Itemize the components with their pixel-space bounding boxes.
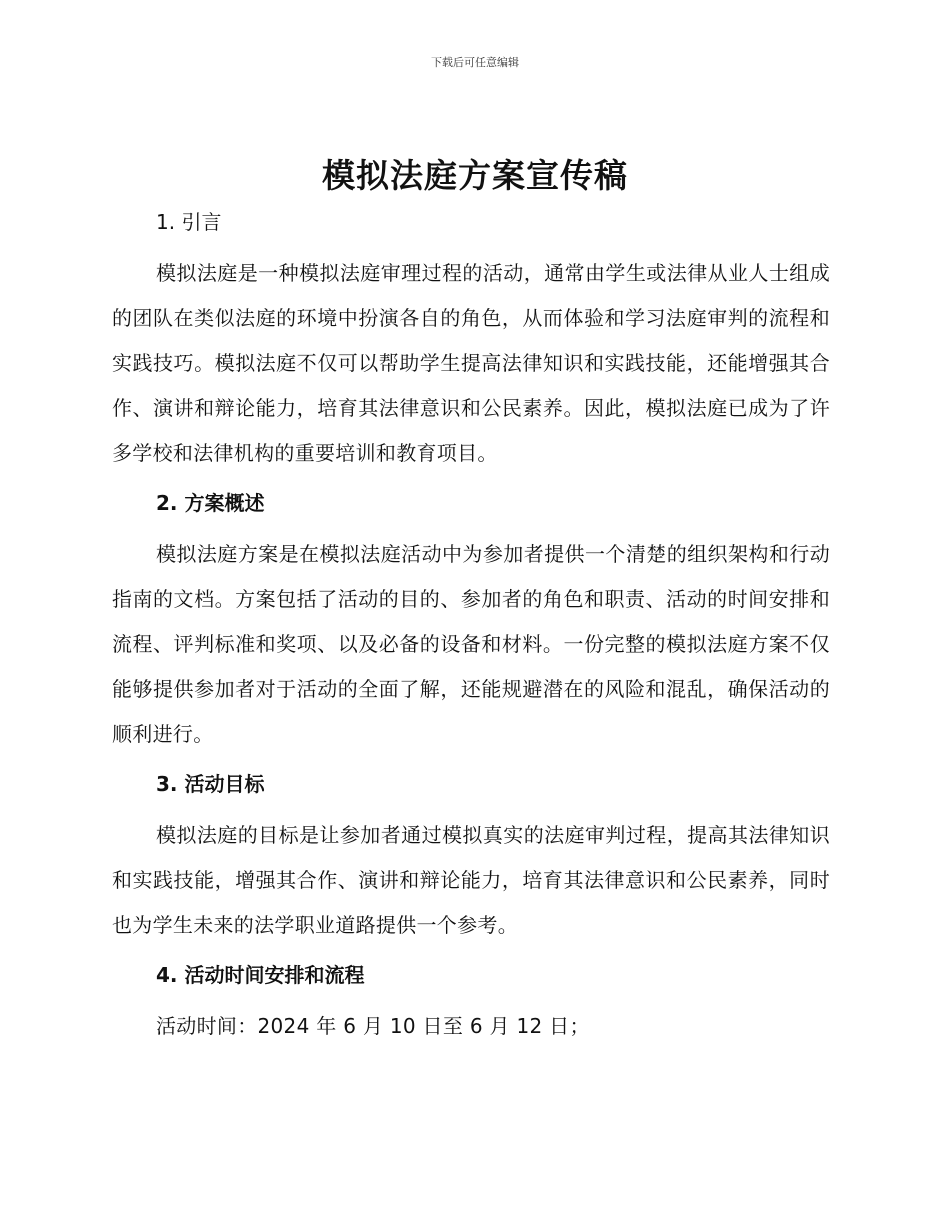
section-paragraph-overview: 模拟法庭方案是在模拟法庭活动中为参加者提供一个清楚的组织架构和行动指南的文档。方案包括了活动的目的、参加者的角色和职责、活动的时间安排和流程、评判标准和奖项、以及必备的设备和材料。一份完整的模拟法庭方案不仅能够提供参加者对于活动的全面了解，还能规避潜在的风险和混乱，确保活动的顺利进行。 <box>112 542 830 746</box>
section-paragraph-introduction: 模拟法庭是一种模拟法庭审理过程的活动，通常由学生或法律从业人士组成的团队在类似法庭的环境中扮演各自的角色，从而体验和学习法庭审判的流程和实践技巧。模拟法庭不仅可以帮助学生提高法律知识和实践技能，还能增强其合作、演讲和辩论能力，培育其法律意识和公民素养。因此，模拟法庭已成为了许多学校和法律机构的重要培训和教育项目。 <box>112 261 830 465</box>
section-paragraph-goals: 模拟法庭的目标是让参加者通过模拟真实的法庭审判过程，提高其法律知识和实践技能，增强其合作、演讲和辩论能力，培育其法律意识和公民素养，同时也为学生未来的法学职业道路提供一个参考。 <box>112 823 830 937</box>
section-heading-overview: 2. 方案概述 <box>156 491 265 515</box>
header-note: 下载后可任意编辑 <box>431 56 519 69</box>
document-body <box>112 205 830 1049</box>
section-paragraph-schedule: 活动时间：2024 年 6 月 10 日至 6 月 12 日； <box>156 1014 590 1038</box>
section-heading-schedule: 4. 活动时间安排和流程 <box>156 963 365 987</box>
document-title: 模拟法庭方案宣传稿 <box>322 156 628 195</box>
section-heading-goals: 3. 活动目标 <box>156 772 265 796</box>
section-heading-introduction: 1. 引言 <box>156 210 222 234</box>
